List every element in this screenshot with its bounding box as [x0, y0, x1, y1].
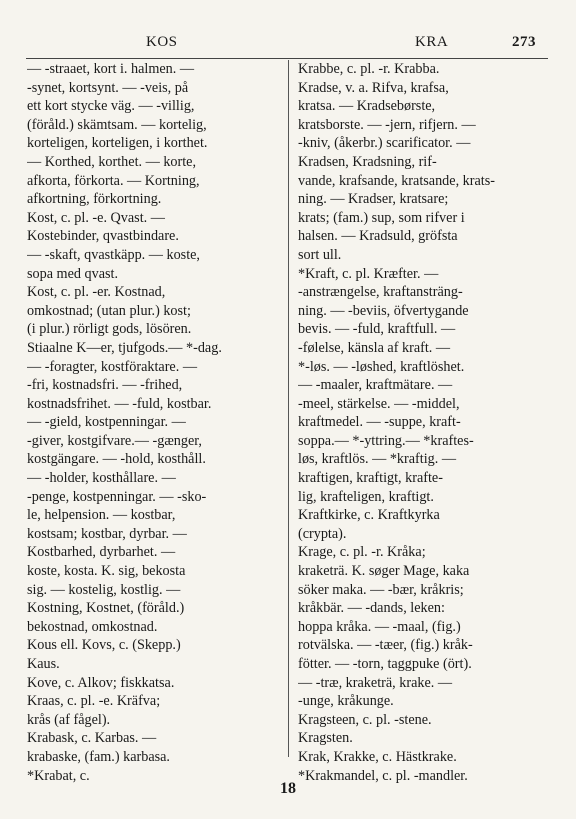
dictionary-line: sort ull. — [298, 246, 342, 263]
dictionary-line: -fri, kostnadsfri. — -frihed, — [27, 377, 183, 394]
running-header — [26, 34, 552, 58]
dictionary-line: bevis. — -fuld, kraftfull. — — [298, 321, 456, 338]
dictionary-line: — -straaet, kort i. halmen. — — [27, 61, 195, 77]
dictionary-line: kostsam; kostbar, dyrbar. — — [27, 525, 187, 542]
dictionary-line: — -gield, kostpenningar. — — [27, 414, 186, 431]
header-left-guide-word: KOS — [146, 34, 178, 50]
dictionary-line: -penge, kostpenningar. — -sko- — [27, 488, 207, 505]
dictionary-line: -giver, kostgifvare.— -gænger, — [27, 432, 202, 449]
dictionary-line: vande, krafsande, kratsande, krats- — [298, 172, 495, 189]
dictionary-line: ning. — Kradser, kratsare; — [298, 191, 449, 208]
page-number: 273 — [512, 34, 536, 50]
dictionary-line: (crypta). — [298, 525, 347, 542]
dictionary-line: — Korthed, korthet. — korte, — [27, 153, 197, 170]
dictionary-line: kratsborste. — -jern, rifjern. — — [298, 116, 476, 133]
dictionary-line: løs, kraftlös. — *kraftig. — — [298, 451, 457, 468]
right-column — [298, 60, 546, 785]
column-divider — [288, 60, 289, 757]
dictionary-line: Krage, c. pl. -r. Kråka; — [298, 544, 426, 561]
dictionary-line: Kost, c. pl. -e. Qvast. — — [27, 209, 165, 226]
dictionary-line: Krabbe, c. pl. -r. Krabba. — [298, 61, 440, 77]
dictionary-line: Kragsten. — [298, 730, 353, 747]
dictionary-line: ning. — -beviis, öfvertygande — [298, 302, 469, 319]
dictionary-line: krats; (fam.) sup, som rifver i — [298, 209, 465, 226]
dictionary-line: rotvälska. — -tæer, (fig.) kråk- — [298, 637, 473, 654]
header-right-guide-word: KRA — [415, 34, 449, 50]
dictionary-line: fötter. — -torn, taggpuke (ört). — [298, 656, 472, 672]
dictionary-line: -kniv, (åkerbr.) scarificator. — — [298, 135, 471, 152]
dictionary-line: afkortning, förkortning. — [27, 191, 162, 208]
dictionary-line: sig. — kostelig, kostlig. — — [27, 581, 181, 598]
dictionary-line: söker maka. — -bær, kråkris; — [298, 581, 464, 598]
dictionary-line: Kragsteen, c. pl. -stene. — [298, 711, 432, 728]
dictionary-line: -følelse, känsla af kraft. — — [298, 339, 451, 356]
dictionary-line: — -træ, kraketrä, krake. — — [298, 674, 453, 691]
dictionary-line: Kostebinder, qvastbindare. — [27, 228, 179, 245]
dictionary-line: hoppa kråka. — -maal, (fig.) — [298, 618, 461, 635]
dictionary-line: — -holder, kosthållare. — — [27, 470, 176, 487]
dictionary-line: *Krakmandel, c. pl. -mandler. — [298, 767, 468, 784]
dictionary-line: kratsa. — Kradsebørste, — [298, 98, 436, 115]
dictionary-line: -meel, stärkelse. — -middel, — [298, 395, 460, 412]
dictionary-line: kraftmedel. — -suppe, kraft- — [298, 414, 461, 431]
dictionary-line: soppa.— *-yttring.— *kraftes- — [298, 432, 474, 449]
dictionary-line: sopa med qvast. — [27, 265, 119, 282]
dictionary-line: kråkbär. — -dands, leken: — [298, 600, 445, 617]
dictionary-line: Kaus. — [27, 656, 60, 672]
dictionary-line: le, helpension. — kostbar, — [27, 507, 176, 524]
dictionary-line: Kradsen, Kradsning, rif- — [298, 153, 437, 170]
dictionary-line: Stiaalne K—er, tjufgods.— *-dag. — [27, 339, 222, 356]
dictionary-line: Kostbarhed, dyrbarhet. — — [27, 544, 176, 561]
dictionary-line: Krabask, c. Karbas. — — [27, 730, 157, 747]
dictionary-line: -anstrængelse, kraftansträng- — [298, 284, 463, 301]
dictionary-line: ett kort stycke väg. — -villig, — [27, 98, 195, 115]
dictionary-line: kraftigen, kraftigt, krafte- — [298, 470, 443, 487]
dictionary-line: kostnadsfrihet. — -fuld, kostbar. — [27, 395, 212, 412]
dictionary-line: (i plur.) rörligt gods, lösören. — [27, 321, 192, 338]
dictionary-line: *Kraft, c. pl. Kræfter. — — [298, 265, 439, 282]
dictionary-line: -unge, kråkunge. — [298, 693, 394, 710]
dictionary-line: *-løs. — -løshed, kraftlöshet. — [298, 358, 465, 375]
dictionary-line: *Krabat, c. — [27, 767, 90, 784]
dictionary-line: koste, kosta. K. sig, bekosta — [27, 563, 186, 580]
dictionary-line: Kraas, c. pl. -e. Kräfva; — [27, 693, 161, 710]
dictionary-line: Kous ell. Kovs, c. (Skepp.) — [27, 637, 181, 654]
dictionary-line: kraketrä. K. søger Mage, kaka — [298, 563, 470, 580]
dictionary-line: Krak, Krakke, c. Hästkrake. — [298, 748, 457, 765]
dictionary-line: krabaske, (fam.) karbasa. — [27, 748, 170, 765]
dictionary-line: afkorta, förkorta. — Kortning, — [27, 172, 200, 189]
dictionary-line: Kradse, v. a. Rifva, krafsa, — [298, 79, 449, 96]
dictionary-line: Kostning, Kostnet, (föråld.) — [27, 600, 185, 617]
dictionary-line: Kove, c. Alkov; fiskkatsa. — [27, 674, 175, 691]
dictionary-line: — -foragter, kostföraktare. — — [27, 358, 198, 375]
dictionary-line: -synet, kortsynt. — -veis, på — [27, 79, 189, 96]
dictionary-line: halsen. — Kradsuld, gröfsta — [298, 228, 458, 245]
left-column — [27, 60, 275, 785]
dictionary-line: bekostnad, omkostnad. — [27, 618, 158, 635]
dictionary-line: krås (af fågel). — [27, 711, 111, 728]
dictionary-line: korteligen, korteligen, i korthet. — [27, 135, 208, 152]
dictionary-line: Kost, c. pl. -er. Kostnad, — [27, 284, 166, 301]
dictionary-line: (föråld.) skämtsam. — kortelig, — [27, 116, 207, 133]
header-rule — [26, 58, 548, 59]
dictionary-line: omkostnad; (utan plur.) kost; — [27, 302, 191, 319]
dictionary-line: — -skaft, qvastkäpp. — koste, — [27, 246, 200, 263]
dictionary-line: Kraftkirke, c. Kraftkyrka — [298, 507, 440, 524]
dictionary-line: kostgängare. — -hold, kosthåll. — [27, 451, 206, 468]
dictionary-line: lig, krafteligen, kraftigt. — [298, 488, 434, 505]
signature-folio: 18 — [280, 780, 296, 797]
dictionary-line: — -maaler, kraftmätare. — — [298, 377, 453, 394]
